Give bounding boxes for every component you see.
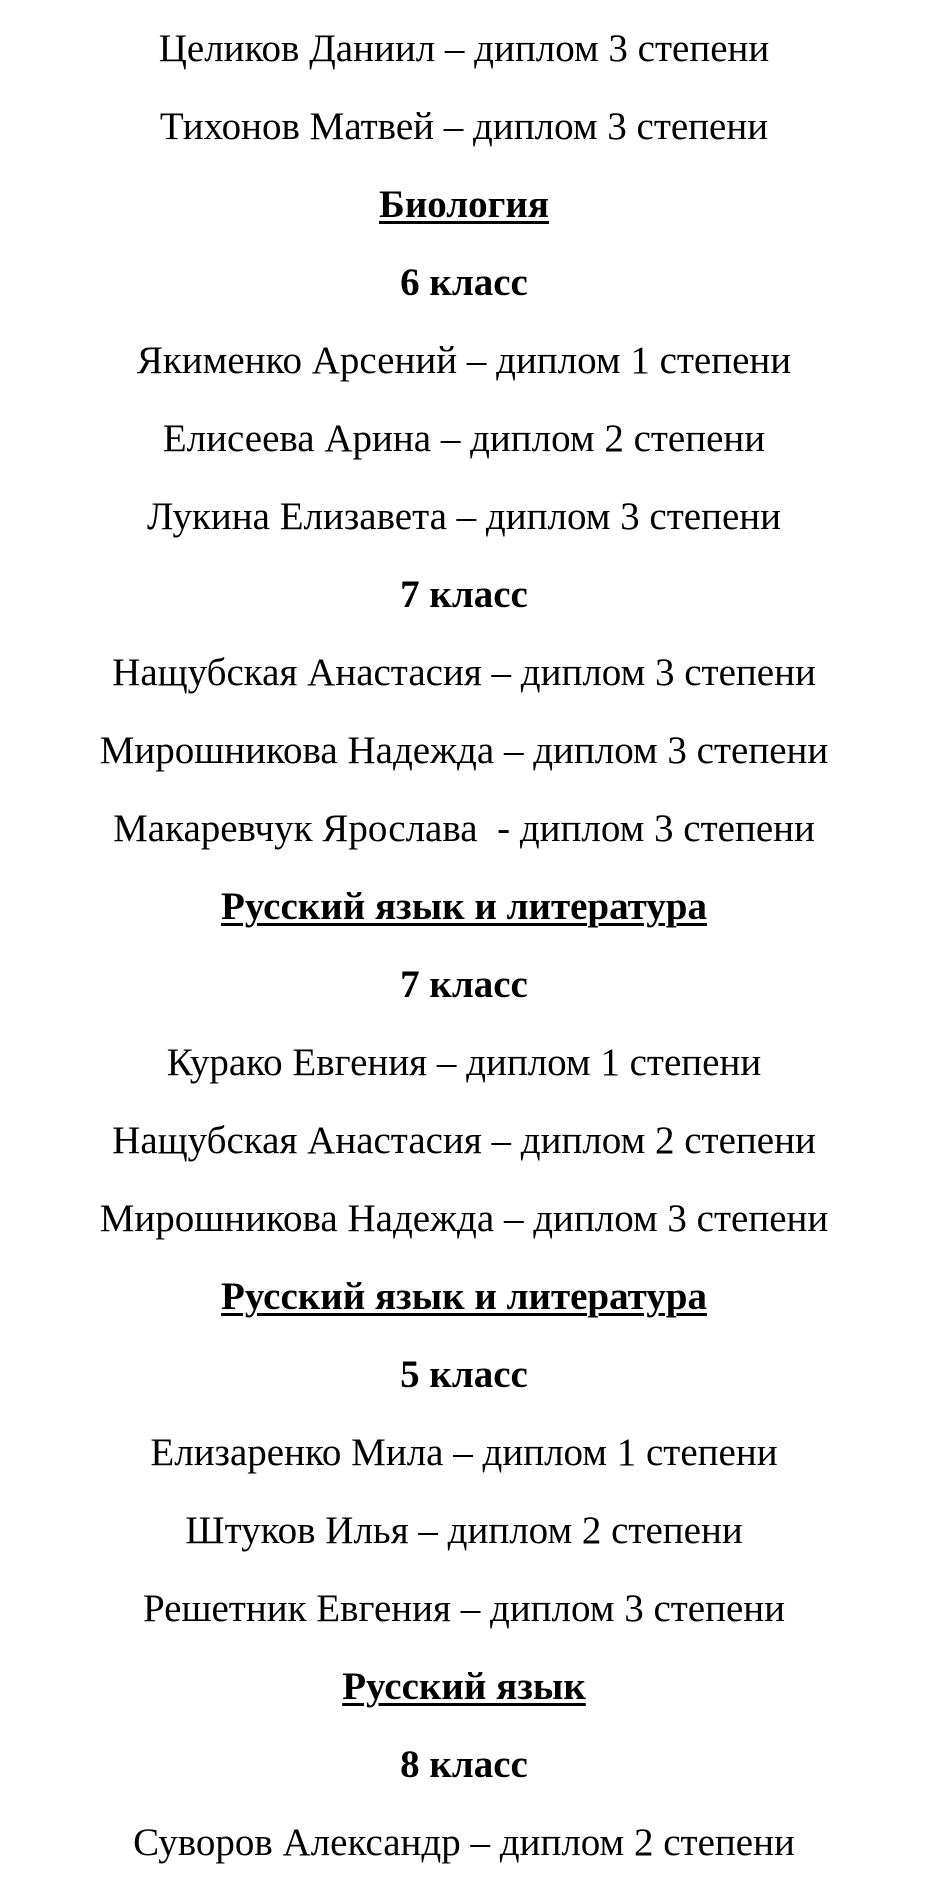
award-entry: Мирошникова Надежда – диплом 3 степени <box>99 1197 829 1240</box>
document-page <box>0 10 928 1882</box>
award-entry: Лукина Елизавета – диплом 3 степени <box>147 495 781 538</box>
award-entry: Курако Евгения – диплом 1 степени <box>166 1041 762 1084</box>
grade-heading: 5 класс <box>400 1353 528 1396</box>
award-entry: Елисеева Арина – диплом 2 степени <box>162 417 766 460</box>
subject-heading: Русский язык и литература <box>221 885 707 928</box>
grade-heading: 7 класс <box>400 573 528 616</box>
award-entry: Елизаренко Мила – диплом 1 степени <box>150 1431 778 1474</box>
award-entry: Мирошникова Надежда – диплом 3 степени <box>99 729 829 772</box>
award-entry: Якименко Арсений – диплом 1 степени <box>136 339 792 382</box>
award-entry: Нащубская Анастасия – диплом 3 степени <box>112 651 816 694</box>
award-entry: Решетник Евгения – диплом 3 степени <box>142 1587 786 1630</box>
award-entry: Суворов Александр – диплом 2 степени <box>133 1821 795 1864</box>
grade-heading: 6 класс <box>400 261 528 304</box>
subject-heading: Русский язык и литература <box>221 1275 707 1318</box>
grade-heading: 8 класс <box>400 1743 528 1786</box>
subject-heading: Биология <box>379 183 549 226</box>
award-entry: Макаревчук Ярослава - диплом 3 степени <box>113 807 815 850</box>
award-entry: Целиков Даниил – диплом 3 степени <box>158 27 770 70</box>
award-entry: Нащубская Анастасия – диплом 2 степени <box>112 1119 816 1162</box>
subject-heading: Русский язык <box>342 1665 586 1708</box>
award-entry: Тихонов Матвей – диплом 3 степени <box>159 105 769 148</box>
grade-heading: 7 класс <box>400 963 528 1006</box>
award-entry: Штуков Илья – диплом 2 степени <box>185 1509 743 1552</box>
